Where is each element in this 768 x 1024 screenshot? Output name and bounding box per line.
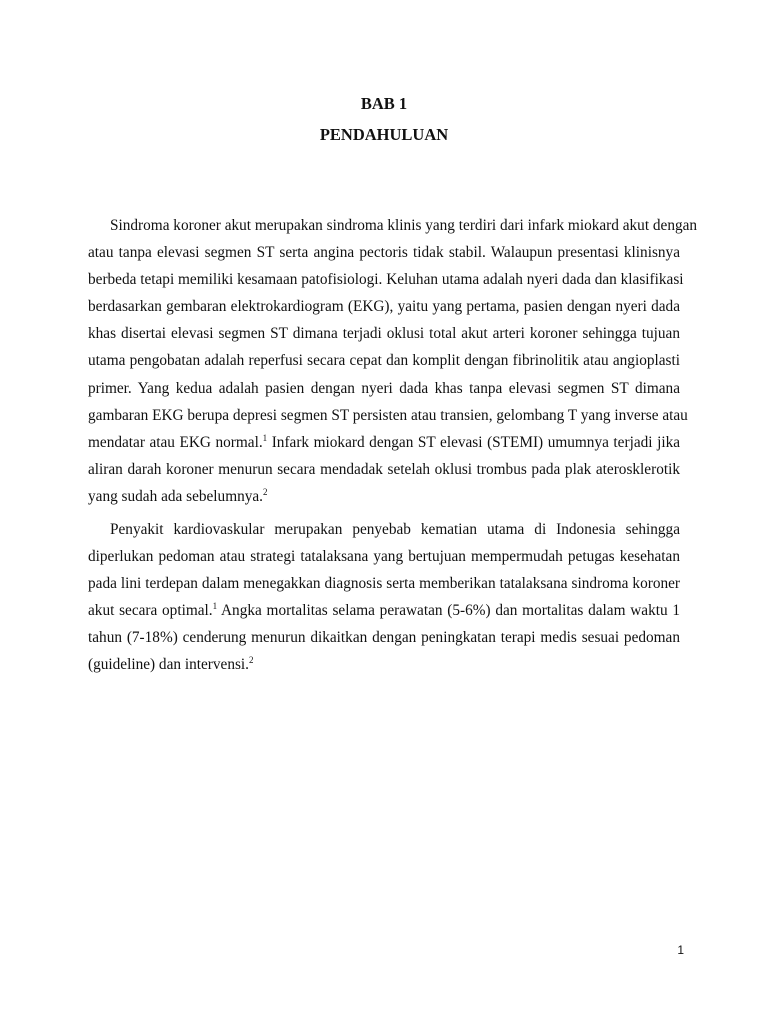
paragraph-cardiovascular [88,516,680,679]
line-text: akut secara optimal. [88,602,213,620]
chapter-title: PENDAHULUAN [319,125,449,144]
citation-superscript: 2 [249,655,254,666]
paragraph-line: khas disertai elevasi segmen ST dimana terjadi oklusi total akut arteri koroner sehingga tujuan [88,325,680,343]
line-text: Angka mortalitas selama perawatan (5-6%) dan mortalitas dalam waktu 1 [217,602,681,620]
paragraph-line: diperlukan pedoman atau strategi tatalaksana yang bertujuan mempermudah petugas kesehatan [88,548,680,566]
citation-superscript: 1 [212,601,218,612]
page-number: 1 [677,943,684,957]
line-text: (guideline) dan intervensi. [88,656,249,674]
paragraph-line [88,483,680,510]
paragraph-line: Penyakit kardiovaskular merupakan penyebab kematian utama di Indonesia sehingga [110,521,680,538]
paragraph-line: tahun (7-18%) cenderung menurun dikaitkan dengan peningkatan terapi medis sesuai pedoman [88,629,680,647]
paragraph-line: aliran darah koroner menurun secara mendadak setelah oklusi trombus pada plak aterosklerotik [88,460,680,478]
paragraph-line: pada lini terdepan dalam menegakkan diagnosis serta memberikan tatalaksana sindroma koroner [88,575,680,593]
line-text: mendatar atau EKG normal. [88,433,263,451]
citation-superscript: 2 [263,486,268,497]
paragraph-line [88,651,680,678]
paragraph-line: primer. Yang kedua adalah pasien dengan nyeri dada khas tanpa elevasi segmen ST dimana [88,379,680,397]
paragraph-line: gambaran EKG berupa depresi segmen ST persisten atau transien, gelombang T yang inverse atau [88,406,688,424]
paragraph-line: utama pengobatan adalah reperfusi secara cepat dan komplit dengan fibrinolitik atau angioplasti [88,352,680,370]
chapter-number: BAB 1 [360,94,408,113]
paragraph-introduction [88,212,698,510]
paragraph-line [88,429,680,456]
paragraph-line: berbeda tetapi memiliki kesamaan patofisiologi. Keluhan utama adalah nyeri dada dan klasifikasi [88,271,684,289]
line-text: Infark miokard dengan ST elevasi (STEMI) umumnya terjadi jika [267,433,681,451]
paragraph-line: berdasarkan gembaran elektrokardiogram (EKG), yaitu yang pertama, pasien dengan nyeri dada [88,298,680,316]
paragraph-line [88,597,680,624]
paragraph-line: Sindroma koroner akut merupakan sindroma klinis yang terdiri dari infark miokard akut dengan [110,217,698,234]
citation-superscript: 1 [262,432,268,443]
line-text: yang sudah ada sebelumnya. [88,487,264,505]
paragraph-line: atau tanpa elevasi segmen ST serta angina pectoris tidak stabil. Walaupun presentasi klinisnya [88,244,680,262]
